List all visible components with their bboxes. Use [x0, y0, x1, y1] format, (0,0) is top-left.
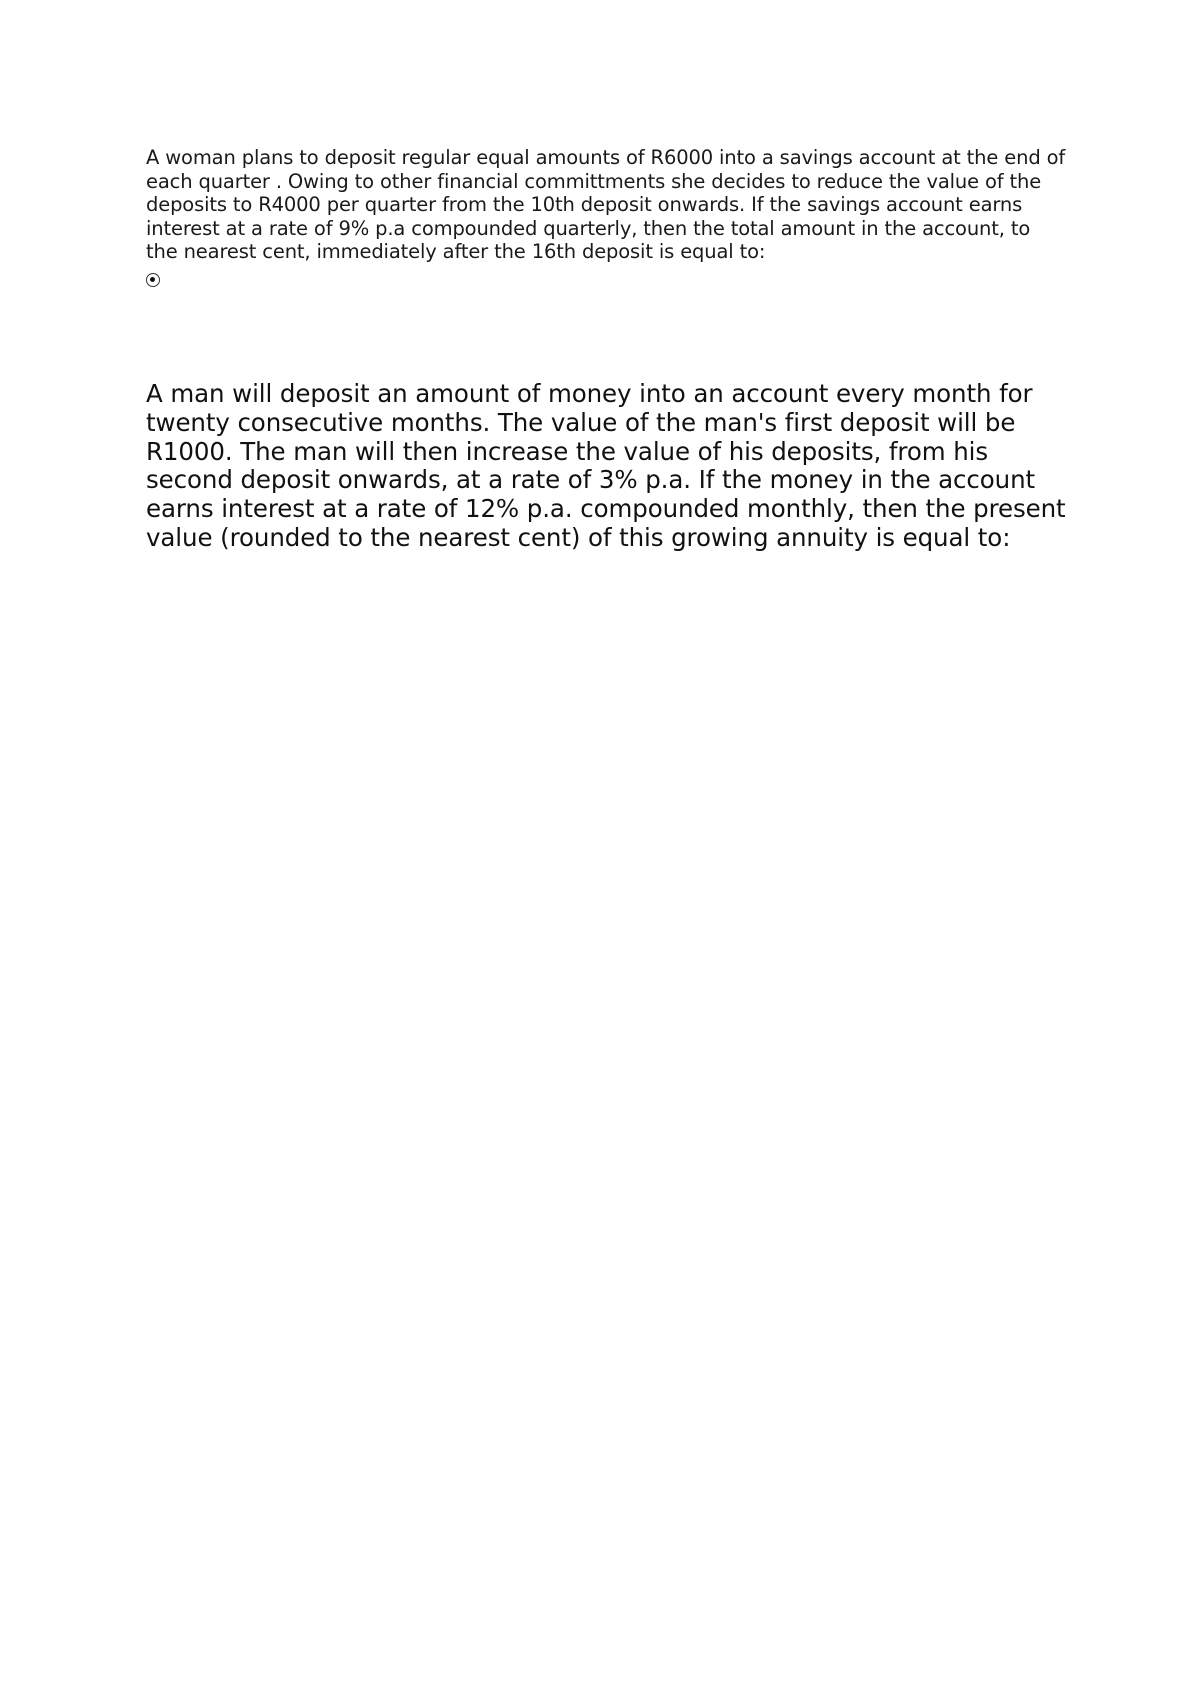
- radio-button-icon[interactable]: [146, 273, 160, 287]
- question-text-growing-annuity: A man will deposit an amount of money into an account every month for twenty consecutive months. The value of the man's first deposit will be R1000. The man will then increase the value of his deposits, from his second deposit onwards, at a rate of 3% p.a. If the money in the account earns interest at a rate of 12% p.a. compounded monthly, then the present value (rounded to the nearest cent) of this growing annuity is equal to:: [146, 379, 1066, 552]
- question-text-woman-deposits: A woman plans to deposit regular equal amounts of R6000 into a savings account at the end of each quarter . Owing to other financial committments she decides to reduce the value of the deposits to R4000 per quarter from the 10th deposit onwards. If the savings account earns interest at a rate of 9% p.a compounded quarterly, then the total amount in the account, to the nearest cent, immediately after the 16th deposit is equal to:: [146, 146, 1066, 263]
- answer-option-row[interactable]: [146, 270, 160, 290]
